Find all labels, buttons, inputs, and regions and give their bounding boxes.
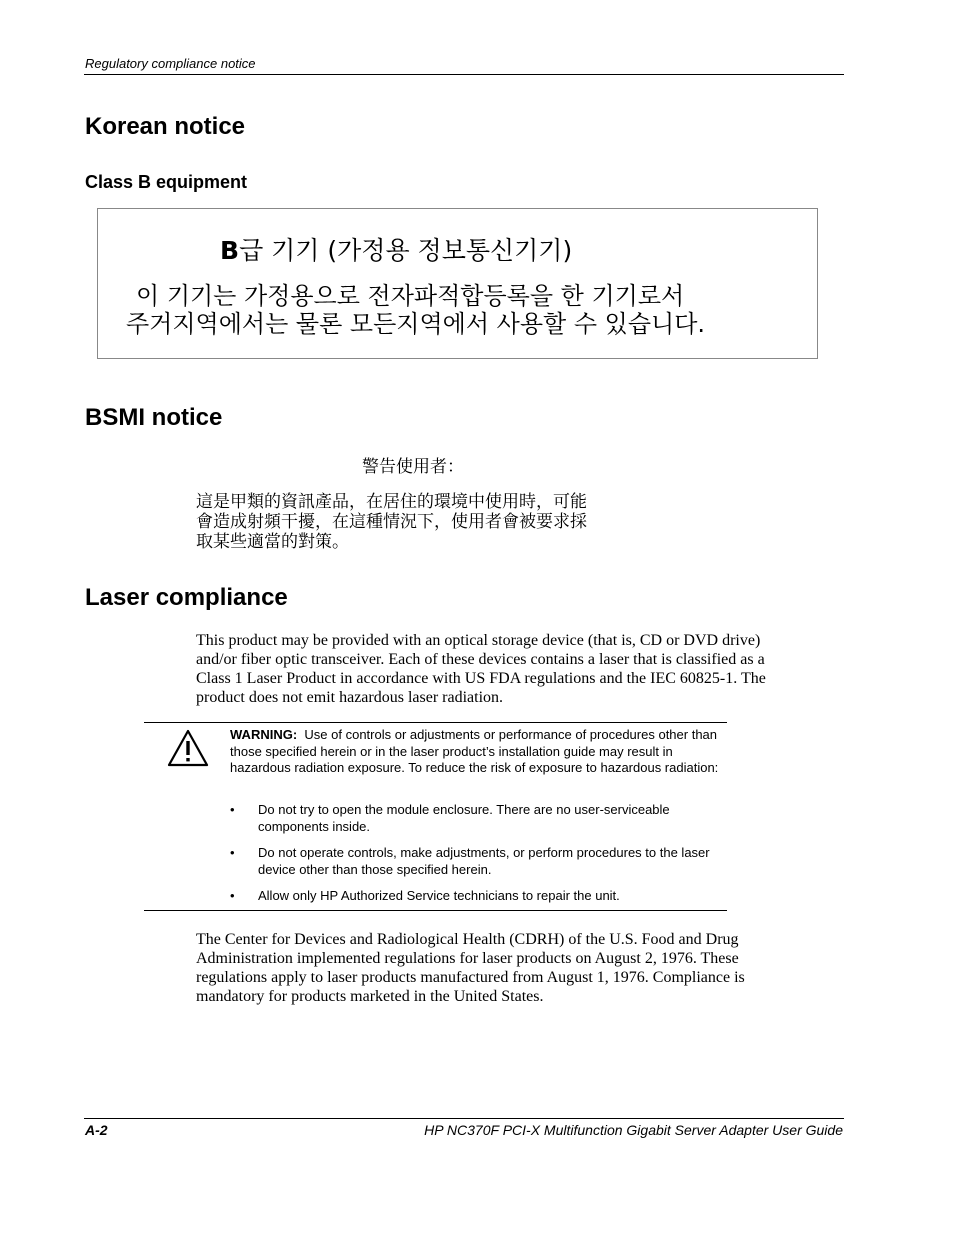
warning-triangle-icon: [166, 728, 210, 768]
bsmi-warning-title: 警告使用者：: [362, 457, 464, 477]
class-b-heading: Class B equipment: [85, 172, 248, 192]
korean-box-text: [126, 282, 705, 338]
korean-title-rest: 급 기기 (가정용 정보통신기기): [239, 236, 573, 265]
laser-compliance-heading: Laser compliance: [85, 584, 288, 611]
laser-intro-line-4: product does not emit hazardous laser radiation.: [196, 689, 504, 706]
warning-label: WARNING:: [230, 727, 298, 742]
page-number: A-2: [85, 1122, 108, 1138]
bullet-text: Do not try to open the module enclosure. There are no user-serviceable components inside.: [258, 802, 670, 834]
running-header: Regulatory compliance notice: [85, 56, 256, 71]
korean-notice-box: [97, 208, 818, 359]
bsmi-line-1: 這是甲類的資訊產品，在居住的環境中使用時，可能: [196, 492, 587, 512]
laser-warning-box: [144, 722, 727, 910]
korean-line-1: 이 기기는 가정용으로 전자파적합등록을 한 기기로서: [136, 282, 685, 310]
warning-text: [230, 727, 730, 777]
list-item: [230, 888, 730, 905]
laser-intro-line-1: This product may be provided with an optical storage device (that is, CD or DVD drive): [196, 632, 761, 649]
cdrh-paragraph: [196, 930, 816, 1006]
cdrh-line-3: regulations apply to laser products manufactured from August 1, 1976. Compliance is: [196, 969, 745, 986]
bsmi-notice-heading: BSMI notice: [85, 404, 223, 431]
laser-intro-paragraph: [196, 631, 816, 707]
korean-notice-heading: Korean notice: [85, 113, 246, 140]
warning-bottom-rule: [144, 910, 727, 911]
warning-bullet-list: [230, 802, 730, 915]
header-rule: [84, 74, 844, 75]
warning-description: Use of controls or adjustments or performance of procedures other than those specified herein or in the laser product’s installation guide may result in hazardous radiation exposure. To reduce the risk of exposure to hazardous radiation:: [230, 727, 719, 775]
bullet-icon: •: [230, 845, 235, 860]
bsmi-line-3: 取某些適當的對策。: [196, 532, 349, 552]
laser-intro-line-2: and/or fiber optic transceiver. Each of these devices contains a laser that is classified as a: [196, 651, 765, 668]
list-item: [230, 802, 730, 835]
footer-rule: [84, 1118, 844, 1119]
korean-title-letter: B: [220, 236, 240, 265]
cdrh-line-4: mandatory for products marketed in the United States.: [196, 988, 544, 1005]
bsmi-line-2: 會造成射頻干擾，在這種情況下，使用者會被要求採: [196, 512, 587, 532]
bullet-icon: •: [230, 802, 235, 817]
bsmi-warning-body: [196, 492, 587, 552]
bullet-text: Do not operate controls, make adjustments, or perform procedures to the laser device other than those specified herein.: [258, 845, 710, 877]
korean-box-title: [220, 231, 572, 267]
list-item: [230, 845, 730, 878]
bullet-text: Allow only HP Authorized Service technicians to repair the unit.: [258, 888, 620, 903]
document-title: HP NC370F PCI-X Multifunction Gigabit Server Adapter User Guide: [424, 1122, 843, 1138]
bullet-icon: •: [230, 888, 235, 903]
laser-intro-line-3: Class 1 Laser Product in accordance with US FDA regulations and the IEC 60825-1. The: [196, 670, 766, 687]
cdrh-line-2: Administration implemented regulations for laser products on August 2, 1976. These: [196, 950, 739, 967]
korean-line-2: 주거지역에서는 물론 모든지역에서 사용할 수 있습니다.: [126, 310, 706, 338]
cdrh-line-1: The Center for Devices and Radiological Health (CDRH) of the U.S. Food and Drug: [196, 931, 739, 948]
